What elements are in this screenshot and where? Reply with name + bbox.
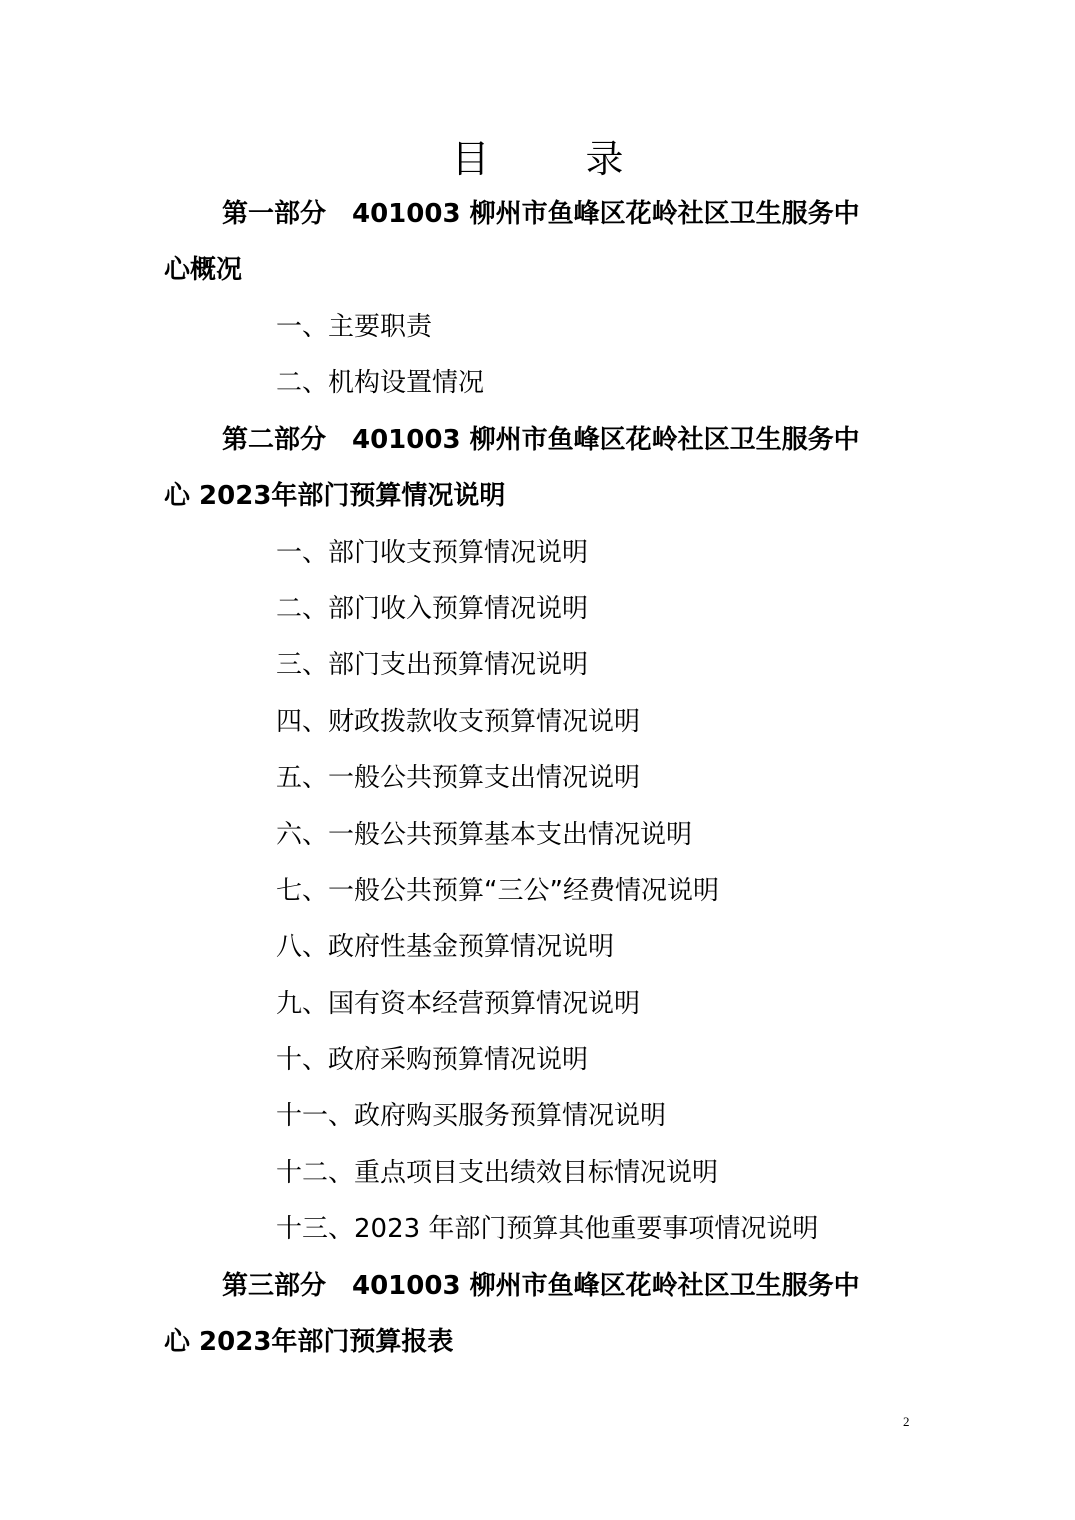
toc-item: 一、部门收支预算情况说明 [276, 538, 589, 568]
part-heading-line: 心 2023年部门预算报表 [164, 1327, 454, 1357]
toc-item: 十二、重点项目支出绩效目标情况说明 [276, 1158, 719, 1188]
part-heading-line: 第一部分 401003 柳州市鱼峰区花岭社区卫生服务中 [222, 199, 860, 229]
toc-item: 七、一般公共预算“三公”经费情况说明 [276, 876, 719, 906]
part-heading-line: 第三部分 401003 柳州市鱼峰区花岭社区卫生服务中 [222, 1271, 860, 1301]
part-heading-line: 心概况 [164, 255, 243, 285]
toc-item: 十、政府采购预算情况说明 [276, 1045, 589, 1075]
part-3-heading [164, 1258, 924, 1370]
part-heading-line: 第二部分 401003 柳州市鱼峰区花岭社区卫生服务中 [222, 425, 860, 455]
part-2-heading [164, 412, 924, 524]
toc-title: 目 录 [451, 137, 666, 181]
part-1-heading [164, 186, 924, 298]
toc-item: 六、一般公共预算基本支出情况说明 [276, 820, 693, 850]
toc-item: 八、政府性基金预算情况说明 [276, 932, 615, 962]
toc-item: 三、部门支出预算情况说明 [276, 650, 589, 680]
page-number: 2 [903, 1414, 910, 1429]
toc-item: 十一、政府购买服务预算情况说明 [276, 1101, 667, 1131]
toc-item: 一、主要职责 [276, 312, 433, 342]
toc-item: 十三、2023 年部门预算其他重要事项情况说明 [276, 1214, 819, 1244]
toc-item: 二、部门收入预算情况说明 [276, 594, 589, 624]
toc-item: 九、国有资本经营预算情况说明 [276, 989, 641, 1019]
toc-item: 二、机构设置情况 [276, 368, 485, 398]
part-heading-line: 心 2023年部门预算情况说明 [164, 481, 506, 511]
toc-item: 四、财政拨款收支预算情况说明 [276, 707, 641, 737]
toc-item: 五、一般公共预算支出情况说明 [276, 763, 641, 793]
